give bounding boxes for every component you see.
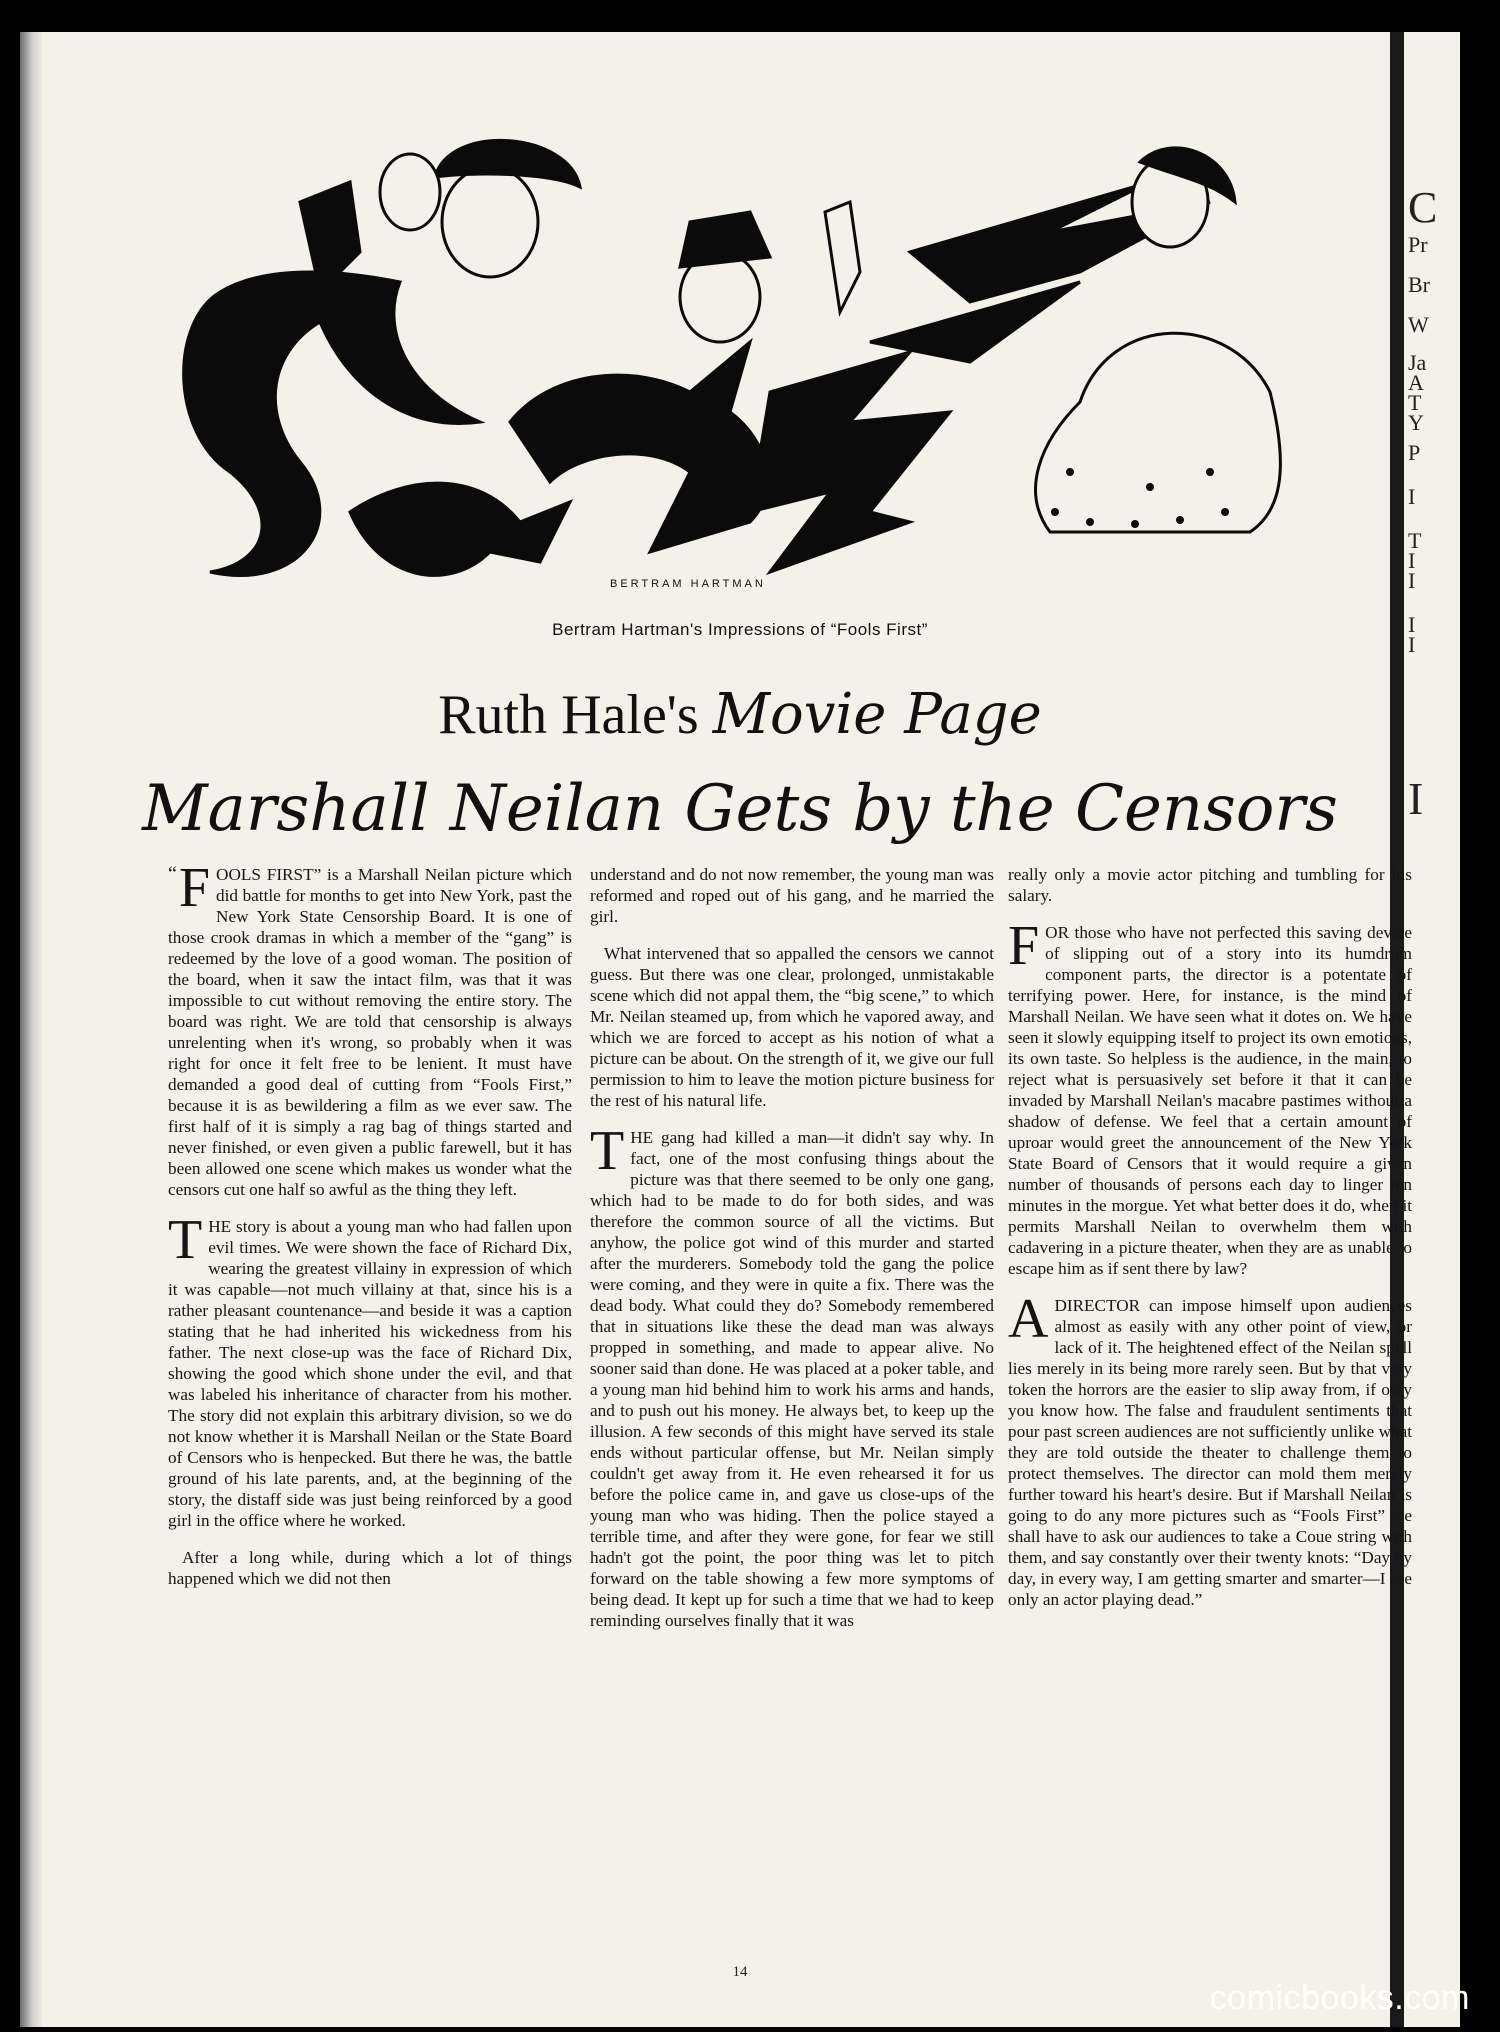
article-headline: Marshall Neilan Gets by the Censors [142, 772, 1338, 846]
title-italic: Movie Page [712, 682, 1042, 747]
paragraph-text: OR those who have not perfected this saving device of slipping out of a story into its humdrum component parts, the director is a potentate of terrifying power. Here, for instance, is the mind of Marshall Neilan. We have seen what it dotes on. We have seen it slowly equipping itself to project its own emotions, its own taste. So helpless is the audience, in the main, to reject what is persuasively set before it that it can be invaded by Marshall Neilan's macabre pastimes without a shadow of defense. We feel that a certain amount of uproar would greet the announcement of the New York State Board of Censors that it would require a given number of thousands of persons each day to linger ten minutes in the morgue. Yet what better does it do, when it permits Marshall Neilan to overwhelm them with cadavering in a picture theater, when they are as unable to escape him as if sent there by law? [1008, 923, 1412, 1278]
title-plain: Ruth Hale's [438, 684, 713, 746]
paragraph-text: HE gang had killed a man—it didn't say why. In fact, one of the most confusing things about the picture was that there seemed to be only one gang, which had to be made to do for both sides, and was therefore the common source of all the victims. But anyhow, the police got wind of this murder and started after the murderers. Somebody told the gang the police were coming, and they were in quite a fix. There was the dead body. What could they do? Somebody remembered that in situations like these the dead man was always propped in something, and made to appear alive. No sooner said than done. He was placed at a poker table, and a young man hid behind him to work his arms and hands, and to push out his money. He always bet, to keep up the illusion. A few seconds of this might have served its stale ends without particular offense, but Mr. Neilan simply couldn't get away from it. He even rehearsed it for us before the police came in, and gave us close-ups of the young man who was hiding. Then the police stayed a terrible time, and after they were gone, for fear we still hadn't got the point, the poor thing was let to pitch forward on the table showing a few more symptoms of being dead. It kept up for such a time that we had to keep reminding ourselves finally that it was [590, 1128, 994, 1630]
adjacent-page-letter: I [1408, 632, 1416, 657]
binding-spine [20, 32, 42, 2027]
paragraph [168, 857, 572, 1200]
adjacent-page-letter: Ja [1408, 350, 1427, 375]
fools-first-illustration [150, 92, 1320, 652]
adjacent-page-letter: I [1408, 568, 1416, 593]
adjacent-page-letter: C [1408, 183, 1438, 232]
paragraph-text: DIRECTOR can impose himself upon audiences almost as easily with any other point of view, or lack of it. The heightened effect of the Neilan spell lies merely in its being more rarely seen. But by that very token the horrors are the easier to slip away from, if only you know how. The false and fraudulent sentiments that pour past screen audiences are not sufficiently unlike what they are told outside the theater to challenge them to protect themselves. The director can mold them merely further toward his heart's desire. But if Marshall Neilan is going to do any more pictures such as “Fools First” we shall have to ask our audiences to take a Coue string with them, and say constantly over their twenty knots: “Day by day, in every way, I am getting smarter and smarter—I see only an actor playing dead.” [1008, 1296, 1412, 1609]
drop-cap: F [178, 857, 211, 919]
magazine-page [20, 32, 1460, 2027]
paragraph-text: OOLS FIRST” is a Marshall Neilan picture which did battle for months to get into New York, past the New York State Censorship Board. It is one of those crook dramas in which a member of the “gang” is redeemed by the love of a good woman. The position of the board, when it saw the intact film, was that it was impossible to cut without removing the entire story. The board was right. We are told that censorship is always unrelenting when it's wrong, so probably when it was right for once it felt free to be lenient. It must have demanded a good deal of cutting from “Fools First,” because it is as bewildering a film as we ever saw. The first half of it is simply a rag bag of things started and never finished, or even given a public farewell, but it has been allowed one scene which makes us wonder what the censors cut one half so awful as the thing they left. [168, 865, 572, 1199]
adjacent-page-letter: I [1408, 484, 1416, 509]
paragraph [168, 1209, 572, 1531]
article-column-1 [168, 857, 572, 1605]
paragraph: What intervened that so appalled the censors we cannot guess. But there was one clear, prolonged, unmistakable scene which did not appal them, the “big scene,” to which Mr. Neilan steamed up, from which he vapored away, and which we are forced to accept as his notion of what a picture can be about. On the strength of it, we give our full permission to him to leave the motion picture business for the rest of his natural life. [590, 944, 994, 1110]
adjacent-page-letter: I [1408, 548, 1416, 573]
adjacent-page-letter: I [1408, 612, 1416, 637]
paragraph [590, 1120, 994, 1631]
illustration-signature: BERTRAM HARTMAN [610, 578, 766, 590]
drop-cap: A [1008, 1288, 1049, 1350]
adjacent-page-letter: W [1408, 312, 1429, 337]
illustration-caption: Bertram Hartman's Impressions of “Fools First” [552, 620, 928, 639]
drop-cap: F [1008, 915, 1040, 977]
adjacent-page-letter: T [1408, 528, 1422, 553]
article-column-2 [590, 864, 994, 1647]
paragraph: understand and do not now remember, the young man was reformed and roped out of his gang, and he married the girl. [590, 865, 994, 926]
opening-quote: “ [168, 863, 177, 885]
adjacent-page-letter: P [1408, 440, 1421, 465]
paragraph [1008, 915, 1412, 1279]
drop-cap: T [168, 1209, 203, 1271]
article-column-3 [1008, 864, 1412, 1626]
adjacent-page-letter: A [1408, 370, 1424, 395]
adjacent-page-letter: Pr [1408, 232, 1428, 257]
adjacent-page-letter: Br [1408, 272, 1430, 297]
paragraph [1008, 1288, 1412, 1610]
paragraph-text: HE story is about a young man who had fallen upon evil times. We were shown the face of Richard Dix, wearing the greatest villainy in expression of which it was capable—not much villainy at that, since his is a rather pleasant countenance—and beside it was a caption stating that he had inherited his wickedness from his father. The next close-up was the face of Richard Dix, showing the good which shone under the evil, and that was labeled his inheritance of character from his mother. The story did not explain this arbitrary division, so we do not know whether it is Marshall Neilan or the State Board of Censors who is henpecked. But there he was, the battle ground of his late parents, and, at the beginning of the story, the distaff side was just being reinforced by a good girl in the office where he worked. [168, 1217, 572, 1530]
drop-cap: T [590, 1120, 625, 1182]
adjacent-page-letter: T [1408, 390, 1422, 415]
site-watermark: comicbooks.com [1209, 1979, 1470, 2017]
page-number: 14 [732, 1964, 748, 1980]
paragraph: After a long while, during which a lot of things happened which we did not then [168, 1548, 572, 1588]
paragraph: really only a movie actor pitching and tumbling for his salary. [1008, 865, 1412, 905]
adjacent-page-letter: I [1408, 773, 1424, 824]
adjacent-page-letter: Y [1408, 410, 1424, 435]
page-title [20, 682, 1460, 747]
